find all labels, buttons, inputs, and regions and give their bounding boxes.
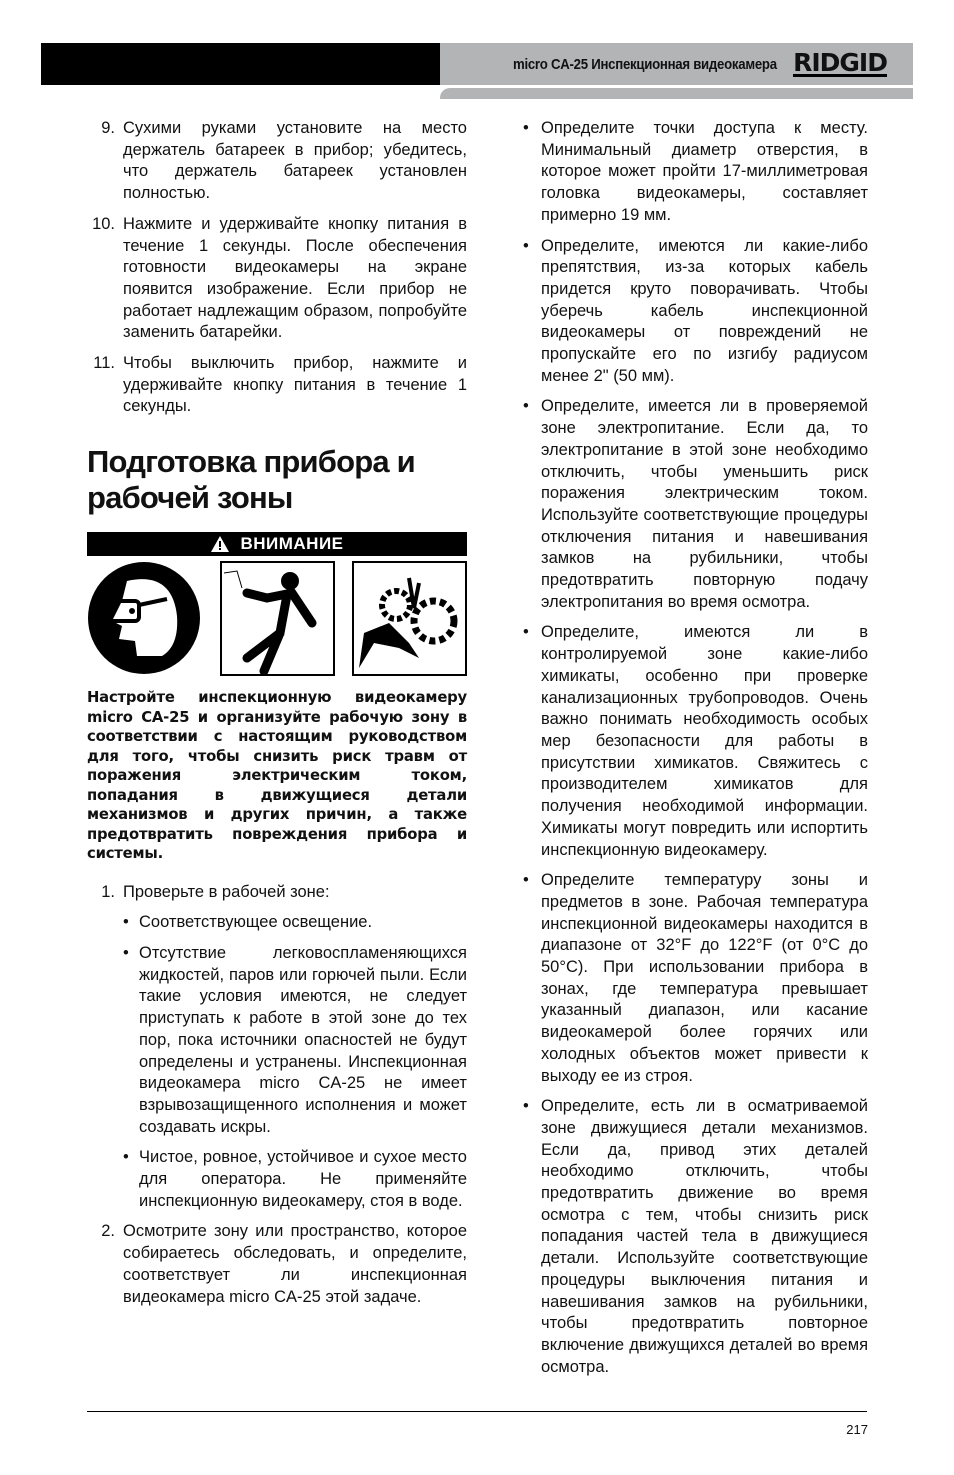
bullet-text: Чистое, ровное, устойчивое и сухое место для оператора. Не применяйте инспекционную видеокамеру, стоя в воде. bbox=[139, 1148, 467, 1210]
bullet-text: Определите температуру зоны и предметов в зоне. Рабочая температура инспекционной видеокамеры находится в диапазоне от 32°F до 122°F (от 0°C до 50°C). При использовании прибора в зонах, где температура превышает указанный диапазон, или касание видеокамерой более горячих или холодных объектов может привести к выходу ее из строя. bbox=[541, 871, 868, 1085]
bullet-item: • Определите, есть ли в осматриваемой зоне движущиеся детали механизмов. Если да, привод этих деталей необходимо отключить, чтобы предотвратить движение во время осмотра с тем, чтобы снизить риск попадания частей тела в движущиеся детали. Используйте соответствующие процедуры выключения питания и навешивания замков на рубильники, чтобы предотвратить повторное включение движущихся деталей во время осмотра. bbox=[523, 1096, 868, 1378]
bullet-item: • Соответствующее освещение. bbox=[123, 912, 467, 934]
warning-text: Настройте инспекционную видеокамеру micro CA-25 и организуйте рабочую зону в соответствии с настоящим руководством для того, чтобы снизить риск травм от поражения электрическим током, попадания в движущиеся детали механизмов и других причин, а также предотвратить повреждения прибора и системы. bbox=[87, 689, 467, 863]
header-strip bbox=[440, 88, 913, 99]
bullet-item: • Чистое, ровное, устойчивое и сухое место для оператора. Не применяйте инспекционную видеокамеру, стоя в воде. bbox=[123, 1147, 467, 1212]
step-number: 1. bbox=[101, 882, 115, 901]
step-text: Сухими руками установите на место держатель батареек в прибор; убедитесь, что держатель батареек установлен полностью. bbox=[123, 119, 467, 203]
footer-divider bbox=[87, 1411, 867, 1412]
page-number: 217 bbox=[846, 1422, 868, 1437]
warning-triangle-icon bbox=[210, 535, 230, 553]
eye-protection-icon bbox=[87, 561, 202, 676]
bullet-text: Определите, имеется ли в проверяемой зоне электропитание. Если да, то электропитание в этой зоне необходимо отключить, чтобы уменьшить риск поражения электрическим током. Используйте соответствующие процедуры отключения питания и навешивания замков на рубильники, чтобы предотвратить повторную подачу электропитания во время осмотра. bbox=[541, 397, 868, 611]
step-text: Чтобы выключить прибор, нажмите и удерживайте кнопку питания в течение 1 секунды. bbox=[123, 354, 467, 416]
bullet-item: • Определите, имеются ли в контролируемой зоне какие-либо химикаты, особенно при проверке канализационных трубопроводов. Очень важно понимать необходимость особых мер безопасности для работы в присутствии химикатов. Свяжитесь с производителем химикатов для получения необходимой информации. Химикаты могут повредить или испортить инспекционную видеокамеру. bbox=[523, 622, 868, 861]
bullet-item: • Определите точки доступа к месту. Минимальный диаметр отверстия, в которое может пройти 17-миллиметровая головка видеокамеры, составляет примерно 19 мм. bbox=[523, 118, 868, 227]
right-column bbox=[523, 118, 868, 1387]
header-title: micro CA-25 Инспекционная видеокамера bbox=[513, 55, 778, 73]
bullet-text: Определите, имеются ли в контролируемой зоне какие-либо химикаты, особенно при проверке канализационных трубопроводов. Очень важно понимать необходимость особых мер безопасности для работы в присутствии химикатов. Свяжитесь с производителем химикатов для получения необходимой информации. Химикаты могут повредить или испортить инспекционную видеокамеру. bbox=[541, 623, 868, 859]
bullet-text: Определите точки доступа к месту. Минимальный диаметр отверстия, в которое может пройти 17-миллиметровая головка видеокамеры, составляет примерно 19 мм. bbox=[541, 119, 868, 224]
section-heading: Подготовка прибора и рабочей зоны bbox=[87, 444, 415, 516]
step-number: 9. bbox=[101, 119, 115, 137]
moving-parts-icon bbox=[352, 561, 467, 676]
warning-banner bbox=[87, 532, 467, 556]
electric-shock-icon bbox=[220, 561, 335, 676]
bullet-text: Определите, имеются ли какие-либо препятствия, из-за которых кабель придется круто поворачивать. Чтобы уберечь кабель инспекционной видеокамеры от повреждений не пропускайте его по изгибу радиусом менее 2" (50 мм). bbox=[541, 236, 868, 385]
step-2 bbox=[87, 1221, 467, 1308]
step-number: 10. bbox=[92, 214, 115, 233]
step-11 bbox=[87, 353, 467, 418]
bullet-item: • Определите, имеются ли какие-либо препятствия, из-за которых кабель придется круто поворачивать. Чтобы уберечь кабель инспекционной видеокамеры от повреждений не пропускайте его по изгибу радиусом менее 2" (50 мм). bbox=[523, 236, 868, 388]
step-number: 2. bbox=[101, 1222, 115, 1241]
left-column bbox=[87, 118, 467, 1317]
bullet-item: • Отсутствие легковоспламеняющихся жидкостей, паров или горючей пыли. Если такие условия имеются, не следует приступать к работе в этой зоне до тех пор, пока источники опасностей не будут определены и устранены. Инспекционная видеокамера micro CA-25 не имеет взрывозащищенного исполнения и может создавать искры. bbox=[123, 943, 467, 1138]
ridgid-logo: RIDGID bbox=[793, 47, 887, 77]
bullet-text: Определите, есть ли в осматриваемой зоне движущиеся детали механизмов. Если да, привод этих деталей необходимо отключить, чтобы предотвратить движение во время осмотра с тем, чтобы снизить риск попадания частей тела в движущиеся детали. Используйте соответствующие процедуры выключения питания и навешивания замков на рубильники, чтобы предотвратить повторное включение движущихся деталей во время осмотра. bbox=[541, 1097, 868, 1376]
bullet-text: Отсутствие легковоспламеняющихся жидкостей, паров или горючей пыли. Если такие условия имеются, не следует приступать к работе в этой зоне до тех пор, пока источники опасностей не будут определены и устранены. Инспекционная видеокамера micro CA-25 не имеет взрывозащищенного исполнения и может создавать искры. bbox=[139, 944, 467, 1136]
header-black-bar bbox=[41, 43, 440, 85]
bullet-item: • Определите, имеется ли в проверяемой зоне электропитание. Если да, то электропитание в этой зоне необходимо отключить, чтобы уменьшить риск поражения электрическим током. Используйте соответствующие процедуры отключения питания и навешивания замков на рубильники, чтобы предотвратить повторную подачу электропитания во время осмотра. bbox=[523, 396, 868, 613]
bullet-item: • Определите температуру зоны и предметов в зоне. Рабочая температура инспекционной видеокамеры находится в диапазоне от 32°F до 122°F (от 0°C до 50°C). При использовании прибора в зонах, где температура превышает указанный диапазон, или касание видеокамерой более горячих или холодных объектов может привести к выходу ее из строя. bbox=[523, 870, 868, 1087]
step-text: Осмотрите зону или пространство, которое собираетесь обследовать, и определите, соответствует ли инспекционная видеокамера micro CA-25 этой задаче. bbox=[123, 1222, 467, 1306]
step-9 bbox=[87, 118, 467, 205]
header-bar bbox=[440, 43, 913, 85]
step-10 bbox=[87, 214, 467, 344]
step-1 bbox=[87, 882, 467, 904]
warning-icons bbox=[87, 561, 467, 676]
step-text: Проверьте в рабочей зоне: bbox=[123, 882, 330, 901]
bullet-text: Соответствующее освещение. bbox=[139, 913, 373, 932]
warning-label: ВНИМАНИЕ bbox=[240, 534, 344, 554]
step-text: Нажмите и удерживайте кнопку питания в течение 1 секунды. После обеспечения готовности видеокамеры на экране появится изображение. Если прибор не работает надлежащим образом, попробуйте заменить батарейки. bbox=[123, 214, 467, 342]
step-number: 11. bbox=[93, 354, 115, 373]
